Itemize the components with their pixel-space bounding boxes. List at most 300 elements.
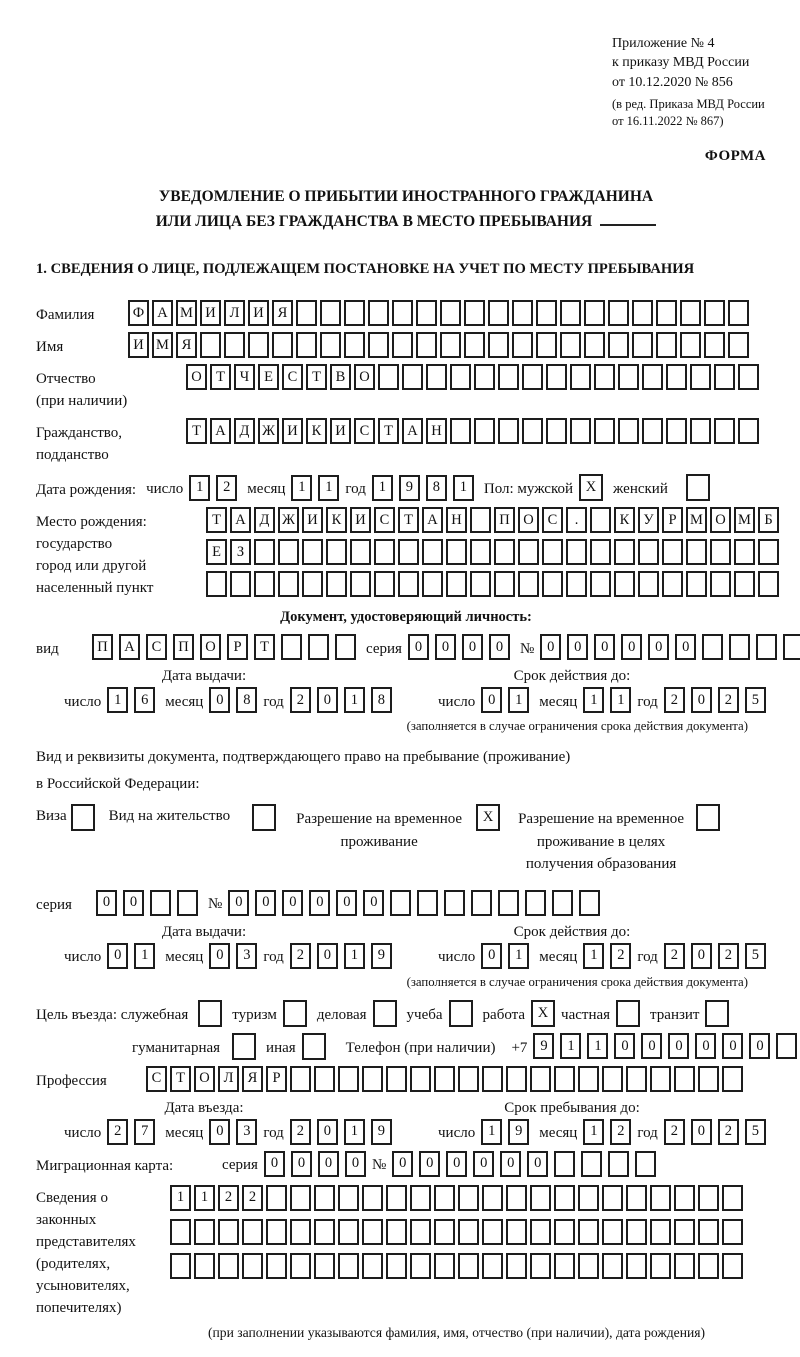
char-cell[interactable]: 0	[749, 1033, 770, 1059]
char-cell[interactable]	[650, 1253, 671, 1279]
char-cell[interactable]	[434, 1253, 455, 1279]
char-cell[interactable]: О	[710, 507, 731, 533]
char-cell[interactable]: М	[734, 507, 755, 533]
char-cell[interactable]	[296, 332, 317, 358]
char-cell[interactable]	[590, 507, 611, 533]
char-cell[interactable]	[498, 418, 519, 444]
char-cell[interactable]: М	[152, 332, 173, 358]
char-cell[interactable]: 0	[264, 1151, 285, 1177]
char-cell[interactable]: У	[638, 507, 659, 533]
char-cell[interactable]	[698, 1066, 719, 1092]
char-cell[interactable]: 0	[527, 1151, 548, 1177]
char-cell[interactable]	[272, 332, 293, 358]
study-checkbox[interactable]	[449, 1000, 473, 1027]
char-cell[interactable]	[626, 1253, 647, 1279]
char-cell[interactable]	[386, 1219, 407, 1245]
char-cell[interactable]	[362, 1185, 383, 1211]
char-cell[interactable]	[278, 571, 299, 597]
char-cell[interactable]: 1	[560, 1033, 581, 1059]
char-cell[interactable]	[530, 1219, 551, 1245]
char-cell[interactable]	[434, 1219, 455, 1245]
char-cell[interactable]	[618, 418, 639, 444]
char-cell[interactable]: 1	[481, 1119, 502, 1145]
char-cell[interactable]	[416, 332, 437, 358]
char-cell[interactable]	[410, 1219, 431, 1245]
char-cell[interactable]	[638, 571, 659, 597]
char-cell[interactable]	[560, 332, 581, 358]
char-cell[interactable]: 0	[691, 687, 712, 713]
char-cell[interactable]	[722, 1066, 743, 1092]
char-cell[interactable]: А	[402, 418, 423, 444]
char-cell[interactable]	[338, 1219, 359, 1245]
char-cell[interactable]: 1	[508, 943, 529, 969]
char-cell[interactable]	[498, 890, 519, 916]
char-cell[interactable]	[566, 571, 587, 597]
char-cell[interactable]	[194, 1253, 215, 1279]
char-cell[interactable]: 1	[107, 687, 128, 713]
char-cell[interactable]: Я	[176, 332, 197, 358]
char-cell[interactable]	[674, 1185, 695, 1211]
char-cell[interactable]: С	[146, 1066, 167, 1092]
char-cell[interactable]: 0	[318, 1151, 339, 1177]
char-cell[interactable]: Я	[242, 1066, 263, 1092]
char-cell[interactable]: И	[200, 300, 221, 326]
char-cell[interactable]	[602, 1253, 623, 1279]
char-cell[interactable]	[710, 571, 731, 597]
char-cell[interactable]	[579, 890, 600, 916]
char-cell[interactable]: М	[686, 507, 707, 533]
char-cell[interactable]: 0	[540, 634, 561, 660]
char-cell[interactable]: .	[566, 507, 587, 533]
transit-checkbox[interactable]	[705, 1000, 729, 1027]
char-cell[interactable]	[458, 1185, 479, 1211]
char-cell[interactable]: 0	[419, 1151, 440, 1177]
char-cell[interactable]	[614, 539, 635, 565]
char-cell[interactable]	[290, 1066, 311, 1092]
char-cell[interactable]: О	[354, 364, 375, 390]
char-cell[interactable]	[386, 1253, 407, 1279]
char-cell[interactable]: 0	[722, 1033, 743, 1059]
char-cell[interactable]	[560, 300, 581, 326]
char-cell[interactable]	[729, 634, 750, 660]
char-cell[interactable]	[680, 332, 701, 358]
char-cell[interactable]: 0	[500, 1151, 521, 1177]
char-cell[interactable]: 0	[621, 634, 642, 660]
char-cell[interactable]: 0	[317, 943, 338, 969]
char-cell[interactable]	[494, 571, 515, 597]
char-cell[interactable]	[686, 571, 707, 597]
char-cell[interactable]	[440, 332, 461, 358]
char-cell[interactable]: 0	[392, 1151, 413, 1177]
char-cell[interactable]	[650, 1219, 671, 1245]
char-cell[interactable]	[642, 418, 663, 444]
char-cell[interactable]	[758, 539, 779, 565]
char-cell[interactable]: 1	[587, 1033, 608, 1059]
char-cell[interactable]: И	[330, 418, 351, 444]
char-cell[interactable]	[242, 1253, 263, 1279]
char-cell[interactable]	[314, 1253, 335, 1279]
char-cell[interactable]: Д	[234, 418, 255, 444]
char-cell[interactable]: 9	[508, 1119, 529, 1145]
char-cell[interactable]	[594, 364, 615, 390]
char-cell[interactable]: П	[92, 634, 113, 660]
char-cell[interactable]	[626, 1219, 647, 1245]
char-cell[interactable]: 1	[134, 943, 155, 969]
char-cell[interactable]	[656, 332, 677, 358]
char-cell[interactable]	[512, 332, 533, 358]
char-cell[interactable]	[714, 418, 735, 444]
char-cell[interactable]: 5	[745, 687, 766, 713]
char-cell[interactable]	[722, 1185, 743, 1211]
char-cell[interactable]	[542, 539, 563, 565]
char-cell[interactable]	[278, 539, 299, 565]
char-cell[interactable]: 0	[291, 1151, 312, 1177]
char-cell[interactable]: 1	[453, 475, 474, 501]
char-cell[interactable]	[320, 300, 341, 326]
char-cell[interactable]: 0	[317, 687, 338, 713]
char-cell[interactable]: 0	[675, 634, 696, 660]
char-cell[interactable]	[578, 1185, 599, 1211]
char-cell[interactable]: 9	[371, 943, 392, 969]
char-cell[interactable]: 1	[372, 475, 393, 501]
char-cell[interactable]	[444, 890, 465, 916]
char-cell[interactable]: 1	[344, 943, 365, 969]
char-cell[interactable]	[362, 1066, 383, 1092]
char-cell[interactable]	[402, 364, 423, 390]
char-cell[interactable]	[783, 634, 800, 660]
char-cell[interactable]: П	[173, 634, 194, 660]
char-cell[interactable]	[698, 1185, 719, 1211]
char-cell[interactable]	[536, 332, 557, 358]
char-cell[interactable]: 1	[583, 687, 604, 713]
char-cell[interactable]: И	[350, 507, 371, 533]
char-cell[interactable]	[518, 571, 539, 597]
char-cell[interactable]	[602, 1219, 623, 1245]
char-cell[interactable]	[554, 1066, 575, 1092]
char-cell[interactable]	[686, 539, 707, 565]
char-cell[interactable]	[530, 1185, 551, 1211]
char-cell[interactable]: 0	[209, 1119, 230, 1145]
char-cell[interactable]: 0	[209, 687, 230, 713]
char-cell[interactable]: 0	[489, 634, 510, 660]
char-cell[interactable]	[470, 539, 491, 565]
char-cell[interactable]: 0	[255, 890, 276, 916]
char-cell[interactable]	[302, 571, 323, 597]
char-cell[interactable]	[590, 571, 611, 597]
char-cell[interactable]	[458, 1066, 479, 1092]
char-cell[interactable]: 1	[583, 1119, 604, 1145]
char-cell[interactable]	[338, 1066, 359, 1092]
char-cell[interactable]	[512, 300, 533, 326]
char-cell[interactable]: 1	[291, 475, 312, 501]
char-cell[interactable]	[506, 1185, 527, 1211]
tourism-checkbox[interactable]	[283, 1000, 307, 1027]
char-cell[interactable]: 2	[718, 943, 739, 969]
char-cell[interactable]: 2	[290, 1119, 311, 1145]
char-cell[interactable]	[248, 332, 269, 358]
char-cell[interactable]	[326, 539, 347, 565]
char-cell[interactable]	[584, 300, 605, 326]
char-cell[interactable]: 3	[236, 1119, 257, 1145]
char-cell[interactable]: О	[518, 507, 539, 533]
char-cell[interactable]	[350, 539, 371, 565]
char-cell[interactable]: Т	[378, 418, 399, 444]
char-cell[interactable]	[206, 571, 227, 597]
char-cell[interactable]	[680, 300, 701, 326]
char-cell[interactable]: Н	[426, 418, 447, 444]
official-checkbox[interactable]	[198, 1000, 222, 1027]
char-cell[interactable]	[666, 364, 687, 390]
char-cell[interactable]: С	[282, 364, 303, 390]
char-cell[interactable]	[662, 539, 683, 565]
char-cell[interactable]	[608, 332, 629, 358]
char-cell[interactable]	[177, 890, 198, 916]
char-cell[interactable]	[614, 571, 635, 597]
char-cell[interactable]: Н	[446, 507, 467, 533]
edu-permit-checkbox[interactable]	[696, 804, 720, 831]
char-cell[interactable]	[458, 1253, 479, 1279]
char-cell[interactable]: А	[119, 634, 140, 660]
char-cell[interactable]	[584, 332, 605, 358]
char-cell[interactable]	[536, 300, 557, 326]
char-cell[interactable]: К	[326, 507, 347, 533]
char-cell[interactable]	[530, 1253, 551, 1279]
char-cell[interactable]: И	[248, 300, 269, 326]
char-cell[interactable]: А	[152, 300, 173, 326]
char-cell[interactable]	[494, 539, 515, 565]
char-cell[interactable]	[546, 418, 567, 444]
char-cell[interactable]	[338, 1253, 359, 1279]
char-cell[interactable]	[290, 1185, 311, 1211]
char-cell[interactable]	[482, 1066, 503, 1092]
char-cell[interactable]	[434, 1185, 455, 1211]
char-cell[interactable]: А	[230, 507, 251, 533]
char-cell[interactable]: 2	[610, 943, 631, 969]
char-cell[interactable]	[302, 539, 323, 565]
char-cell[interactable]	[474, 364, 495, 390]
char-cell[interactable]	[758, 571, 779, 597]
char-cell[interactable]	[656, 300, 677, 326]
char-cell[interactable]	[450, 418, 471, 444]
char-cell[interactable]	[618, 364, 639, 390]
char-cell[interactable]: 2	[610, 1119, 631, 1145]
char-cell[interactable]	[281, 634, 302, 660]
char-cell[interactable]	[488, 300, 509, 326]
char-cell[interactable]: 9	[533, 1033, 554, 1059]
char-cell[interactable]	[546, 364, 567, 390]
char-cell[interactable]: 1	[318, 475, 339, 501]
char-cell[interactable]	[422, 539, 443, 565]
char-cell[interactable]: 2	[664, 1119, 685, 1145]
char-cell[interactable]: 1	[194, 1185, 215, 1211]
char-cell[interactable]	[314, 1219, 335, 1245]
char-cell[interactable]	[590, 539, 611, 565]
char-cell[interactable]	[290, 1219, 311, 1245]
char-cell[interactable]	[426, 364, 447, 390]
char-cell[interactable]: 0	[363, 890, 384, 916]
char-cell[interactable]: И	[282, 418, 303, 444]
char-cell[interactable]: Т	[170, 1066, 191, 1092]
char-cell[interactable]: 8	[236, 687, 257, 713]
char-cell[interactable]	[386, 1185, 407, 1211]
char-cell[interactable]	[698, 1219, 719, 1245]
char-cell[interactable]: 0	[594, 634, 615, 660]
char-cell[interactable]: 2	[664, 687, 685, 713]
char-cell[interactable]	[642, 364, 663, 390]
char-cell[interactable]	[290, 1253, 311, 1279]
char-cell[interactable]: О	[186, 364, 207, 390]
char-cell[interactable]	[638, 539, 659, 565]
char-cell[interactable]: 5	[745, 1119, 766, 1145]
char-cell[interactable]: 1	[170, 1185, 191, 1211]
char-cell[interactable]	[464, 332, 485, 358]
char-cell[interactable]	[738, 418, 759, 444]
char-cell[interactable]	[470, 507, 491, 533]
char-cell[interactable]: 0	[96, 890, 117, 916]
char-cell[interactable]	[632, 300, 653, 326]
char-cell[interactable]	[150, 890, 171, 916]
private-checkbox[interactable]	[616, 1000, 640, 1027]
char-cell[interactable]	[728, 332, 749, 358]
char-cell[interactable]	[417, 890, 438, 916]
char-cell[interactable]	[464, 300, 485, 326]
char-cell[interactable]	[482, 1185, 503, 1211]
char-cell[interactable]: Т	[186, 418, 207, 444]
char-cell[interactable]: 2	[216, 475, 237, 501]
char-cell[interactable]: 2	[718, 687, 739, 713]
char-cell[interactable]: Е	[258, 364, 279, 390]
char-cell[interactable]	[170, 1219, 191, 1245]
char-cell[interactable]: К	[614, 507, 635, 533]
char-cell[interactable]: 0	[567, 634, 588, 660]
char-cell[interactable]: 1	[610, 687, 631, 713]
char-cell[interactable]	[482, 1219, 503, 1245]
char-cell[interactable]: Т	[306, 364, 327, 390]
char-cell[interactable]: Р	[662, 507, 683, 533]
char-cell[interactable]	[344, 300, 365, 326]
char-cell[interactable]	[698, 1253, 719, 1279]
char-cell[interactable]: 9	[371, 1119, 392, 1145]
char-cell[interactable]	[230, 571, 251, 597]
char-cell[interactable]	[530, 1066, 551, 1092]
char-cell[interactable]	[344, 332, 365, 358]
char-cell[interactable]	[224, 332, 245, 358]
char-cell[interactable]	[350, 571, 371, 597]
char-cell[interactable]: 0	[641, 1033, 662, 1059]
char-cell[interactable]: 9	[399, 475, 420, 501]
char-cell[interactable]: 0	[473, 1151, 494, 1177]
char-cell[interactable]	[662, 571, 683, 597]
char-cell[interactable]	[482, 1253, 503, 1279]
char-cell[interactable]	[525, 890, 546, 916]
char-cell[interactable]	[362, 1219, 383, 1245]
char-cell[interactable]	[602, 1185, 623, 1211]
char-cell[interactable]: 1	[344, 1119, 365, 1145]
char-cell[interactable]: 0	[614, 1033, 635, 1059]
male-checkbox[interactable]: X	[579, 474, 603, 501]
char-cell[interactable]	[378, 364, 399, 390]
char-cell[interactable]	[434, 1066, 455, 1092]
char-cell[interactable]	[458, 1219, 479, 1245]
temp-permit-checkbox[interactable]: X	[476, 804, 500, 831]
char-cell[interactable]: 0	[695, 1033, 716, 1059]
char-cell[interactable]	[632, 332, 653, 358]
char-cell[interactable]	[314, 1185, 335, 1211]
char-cell[interactable]: 0	[481, 687, 502, 713]
char-cell[interactable]: Т	[254, 634, 275, 660]
char-cell[interactable]: В	[330, 364, 351, 390]
char-cell[interactable]	[296, 300, 317, 326]
char-cell[interactable]	[218, 1219, 239, 1245]
char-cell[interactable]: 0	[408, 634, 429, 660]
char-cell[interactable]	[542, 571, 563, 597]
char-cell[interactable]: Р	[227, 634, 248, 660]
char-cell[interactable]	[570, 418, 591, 444]
char-cell[interactable]: С	[542, 507, 563, 533]
char-cell[interactable]: Т	[210, 364, 231, 390]
char-cell[interactable]	[368, 332, 389, 358]
char-cell[interactable]	[722, 1219, 743, 1245]
char-cell[interactable]	[776, 1033, 797, 1059]
char-cell[interactable]	[704, 332, 725, 358]
char-cell[interactable]: 2	[107, 1119, 128, 1145]
char-cell[interactable]	[734, 571, 755, 597]
char-cell[interactable]: 1	[189, 475, 210, 501]
work-checkbox[interactable]: X	[531, 1000, 555, 1027]
char-cell[interactable]	[608, 300, 629, 326]
char-cell[interactable]	[335, 634, 356, 660]
char-cell[interactable]	[704, 300, 725, 326]
char-cell[interactable]: 2	[218, 1185, 239, 1211]
char-cell[interactable]: 2	[290, 687, 311, 713]
char-cell[interactable]	[690, 418, 711, 444]
char-cell[interactable]	[200, 332, 221, 358]
char-cell[interactable]: Ч	[234, 364, 255, 390]
char-cell[interactable]	[554, 1185, 575, 1211]
char-cell[interactable]: 0	[309, 890, 330, 916]
char-cell[interactable]: 0	[691, 943, 712, 969]
char-cell[interactable]	[594, 418, 615, 444]
business-checkbox[interactable]	[373, 1000, 397, 1027]
char-cell[interactable]: Т	[398, 507, 419, 533]
humanitarian-checkbox[interactable]	[232, 1033, 256, 1060]
char-cell[interactable]	[254, 571, 275, 597]
char-cell[interactable]	[666, 418, 687, 444]
char-cell[interactable]: З	[230, 539, 251, 565]
char-cell[interactable]: Я	[272, 300, 293, 326]
char-cell[interactable]	[674, 1066, 695, 1092]
char-cell[interactable]	[392, 300, 413, 326]
char-cell[interactable]	[608, 1151, 629, 1177]
char-cell[interactable]: С	[374, 507, 395, 533]
char-cell[interactable]: 1	[344, 687, 365, 713]
char-cell[interactable]	[308, 634, 329, 660]
char-cell[interactable]	[498, 364, 519, 390]
char-cell[interactable]: 0	[336, 890, 357, 916]
char-cell[interactable]	[320, 332, 341, 358]
char-cell[interactable]	[392, 332, 413, 358]
char-cell[interactable]	[554, 1219, 575, 1245]
char-cell[interactable]: И	[128, 332, 149, 358]
char-cell[interactable]	[422, 571, 443, 597]
char-cell[interactable]	[522, 418, 543, 444]
char-cell[interactable]	[242, 1219, 263, 1245]
char-cell[interactable]	[368, 300, 389, 326]
char-cell[interactable]	[690, 364, 711, 390]
residence-permit-checkbox[interactable]	[252, 804, 276, 831]
visa-checkbox[interactable]	[71, 804, 95, 831]
char-cell[interactable]	[518, 539, 539, 565]
